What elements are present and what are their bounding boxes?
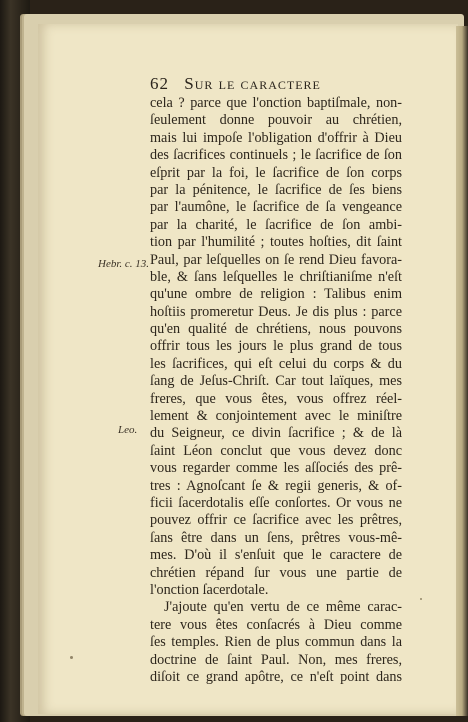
text-line: cela ? parce que l'onction baptiſmale, non- (150, 95, 402, 111)
text-line: tere vous êtes conſacrés à Dieu comme (150, 616, 402, 633)
text-line: diſoit ce grand apôtre, ce n'eſt point dans (150, 668, 402, 685)
text-line: par l'aumône, le ſacrifice de ſa vengeance (150, 199, 402, 216)
text-line: mes. D'où il s'enſuit que le caractere de (150, 547, 402, 564)
page-number: 62 (150, 74, 169, 93)
text-line: ſang de Jeſus-Chriſt. Car tout laïques, mes (150, 373, 402, 390)
text-line: ficii ſacerdotalis eſſe conſortes. Or vous ne (150, 494, 402, 511)
margin-note-hebr: Hebr. c. 13. (98, 258, 150, 270)
text-line: par la charité, le ſacrifice de ſon ambi- (150, 216, 402, 233)
text-line: vous regarder comme les aſſociés des prê- (150, 460, 402, 477)
text-line: lement & conjointement avec le miniſtre (150, 408, 402, 425)
text-line: tres : Agnoſcant ſe & regii generis, & of- (150, 477, 402, 494)
text-line: offrir tous les jours le plus grand de tous (150, 338, 402, 355)
text-line: ſans être dans un ſens, prêtres vous-mê- (150, 529, 402, 546)
text-line: ſes temples. Rien de plus commun dans la (150, 634, 402, 651)
paper-spot (70, 656, 73, 659)
text-line: ble, & ſans leſquelles le chriſtianiſme n'eſt (150, 268, 402, 285)
text-line: les ſacrifices, qui eſt celui du corps & du (150, 355, 402, 372)
text-line: par la pénitence, le ſacrifice de ſes biens (150, 181, 402, 198)
text-line: mais lui impoſe l'obligation d'offrir à Dieu (150, 129, 402, 146)
text-line: qu'en qualité de chrétiens, nous pouvons (150, 321, 402, 338)
text-line: hoſtiis promeretur Deus. Je dis plus : parce (150, 303, 402, 320)
text-line: doctrine de ſaint Paul. Non, mes freres, (150, 651, 402, 668)
margin-note-leo: Leo. (118, 424, 138, 436)
paper-spot (420, 598, 422, 600)
text-line: Paul, par leſquelles on ſe rend Dieu favora- (150, 251, 402, 268)
text-line: des ſacrifices continuels ; le ſacrifice de ſon (150, 147, 402, 164)
running-title: Sur le caractere (184, 74, 321, 93)
text-line: pouvez offrir ce ſacrifice avec les prêtres, (150, 512, 402, 529)
body-text (150, 95, 402, 686)
text-line: qu'une ombre de religion : Talibus enim (150, 286, 402, 303)
text-line: J'ajoute qu'en vertu de ce même carac- (164, 599, 402, 616)
text-line: ſaint Léon conclut que vous devez donc (150, 442, 402, 459)
page-header (150, 74, 380, 94)
page-edge (456, 26, 468, 716)
text-line: chrétien répand ſur vous une partie de (150, 564, 402, 581)
text-line: ſeulement donne pouvoir au chrétien, (150, 112, 402, 129)
text-line: tion par l'humilité ; toutes hoſties, dit ſaint (150, 234, 402, 251)
text-line: eſprit par la foi, le ſacrifice de ſon corps (150, 164, 402, 181)
text-line: l'onction ſacerdotale. (150, 581, 269, 598)
text-line: freres, que vous êtes, vous offrez réel- (150, 390, 402, 407)
text-line: du Seigneur, ce divin ſacrifice ; & de là (150, 425, 402, 442)
